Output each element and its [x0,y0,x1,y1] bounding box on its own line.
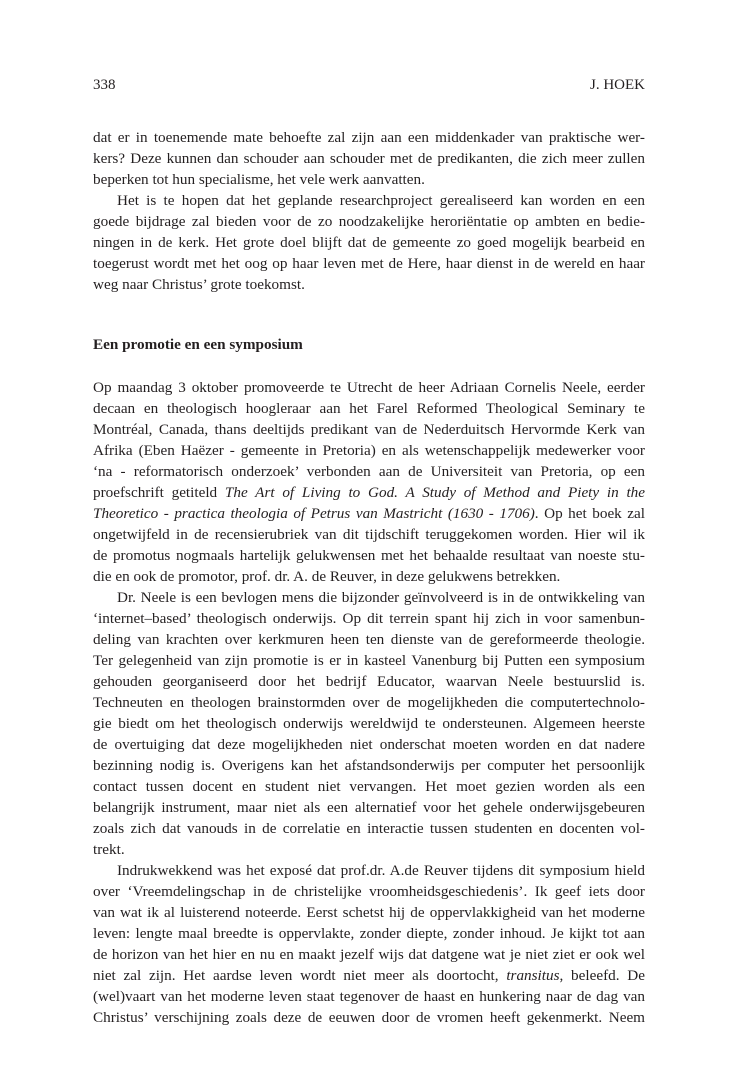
text-line: Techneuten en theologen brainstormden over de mogelijkheden die computertechnolo- [93,694,645,711]
text-line: Christus’ verschijning zoals deze de eeuwen door de vromen heeft gekenmerkt. Neem [93,1009,645,1026]
latin-term-italic: transitus [506,967,560,984]
text-line: weg naar Christus’ grote toekomst. [93,276,305,293]
book-title-italic: The Art of Living to God. A Study of Method and Piety in the [224,484,646,501]
text-line: kers? Deze kunnen dan schouder aan schouder met de predikanten, die zich meer zullen [93,150,645,167]
text-line: Montréal, Canada, thans deeltijds predikant van de Nederduitsch Hervormde Kerk van [93,421,645,438]
text-line: leven: lengte maal breedte is oppervlakte, zonder diepte, zonder inhoud. Je kijkt tot aan [93,925,645,942]
text-line: Het is te hopen dat het geplande researchproject gerealiseerd kan worden en een [117,192,645,209]
text-line: Indrukwekkend was het exposé dat prof.dr. A.de Reuver tijdens dit symposium hield [117,862,645,879]
text-line: goede bijdrage zal bieden voor de zo noodzakelijke heroriëntatie op ambten en bedie- [93,213,645,230]
text-line: ‘internet–based’ theologisch onderwijs. Op dit terrein spant hij zich in voor samenbun- [93,610,645,627]
text-line: Dr. Neele is een bevlogen mens die bijzonder geïnvolveerd is in de ontwikkeling van [117,589,645,606]
text-line: gehouden georganiseerd door het bedrijf Educator, waarvan Neele bestuurslid is. [93,673,645,690]
text-line: zoals zich dat vanouds in de correlatie en interactie tussen studenten en docenten vol- [93,820,645,837]
text-line [93,503,645,524]
text-line: de overtuiging dat deze mogelijkheden niet onderschat moeten worden en dat nadere [93,736,645,753]
text-line: deling van krachten over kerkmuren heen ten dienste van de gereformeerde theologie. [93,631,645,648]
text-line: Ter gelegenheid van zijn promotie is er in kasteel Vanenburg bij Putten een symposium [93,652,645,669]
text-run: proefschrift getiteld [93,484,218,501]
page-number: 338 [93,77,116,93]
text-line: belangrijk instrument, maar niet als een alternatief voor het gehele onderwijsgebeuren [93,799,645,816]
text-line [93,965,645,986]
text-line [93,482,645,503]
book-title-italic: Theoretico - practica theologia of Petrus van Mastricht (1630 - 1706) [93,505,535,522]
text-line: over ‘Vreemdelingschap in de christelijke vroomheidsgeschiedenis’. Ik geef iets door [93,883,645,900]
text-line: beperken tot hun specialisme, het vele werk aanvatten. [93,171,425,188]
text-line: Afrika (Eben Haëzer - gemeente in Pretoria) en als wetenschappelijk medewerker voor [93,442,645,459]
text-line: ningen in de kerk. Het grote doel blijft dat de gemeente zo goed mogelijk bearbeid en [93,234,645,251]
text-line: Op maandag 3 oktober promoveerde te Utrecht de heer Adriaan Cornelis Neele, eerder [93,379,645,396]
text-line: de horizon van het hier en nu en maakt jezelf wijs dat datgene wat je niet ziet er ook wel [93,946,645,963]
text-line: ‘na - reformatorisch onderzoek’ verbonden aan de Universiteit van Pretoria, op een [93,463,645,480]
text-line: trekt. [93,841,125,858]
text-line: contact tussen docent en student niet vervangen. Het moet gezien worden als een [93,778,645,795]
text-line: decaan en theologisch hoogleraar aan het Farel Reformed Theological Seminary te [93,400,645,417]
text-run: niet zal zijn. Het aardse leven wordt niet meer als doortocht, [93,967,499,984]
text-line: gie biedt om het theologisch onderwijs wereldwijd te ondersteunen. Algemeen heerste [93,715,645,732]
text-line: dat er in toenemende mate behoefte zal zijn aan een middenkader van praktische wer- [93,129,645,146]
text-line: toegerust wordt met het oog op haar leven met de Here, haar dienst in de wereld en haar [93,255,645,272]
text-line: de promotus nogmaals hartelijk gelukwensen met het behaalde resultaat van noeste stu- [93,547,645,564]
text-line: (wel)vaart van het moderne leven staat tegenover de haast en hunkering naar de dag van [93,988,645,1005]
page-header [93,77,645,99]
text-run: . Op het boek zal [534,505,645,522]
text-line: ongetwijfeld in de recensierubriek van dit tijdschift teruggekomen worden. Hier wil ik [93,526,645,543]
text-line: bezinning nodig is. Overigens kan het afstandsonderwijs per computer het persoonlijk [93,757,645,774]
text-line: van wat ik al luisterend noteerde. Eerst schetst hij de oppervlakkigheid van het moderne [93,904,645,921]
text-run: , beleefd. De [559,967,645,984]
section-heading: Een promotie en een symposium [93,336,303,353]
text-line: die en ook de promotor, prof. dr. A. de Reuver, in deze gelukwens betrekken. [93,568,561,585]
running-head: J. HOEK [590,77,645,93]
